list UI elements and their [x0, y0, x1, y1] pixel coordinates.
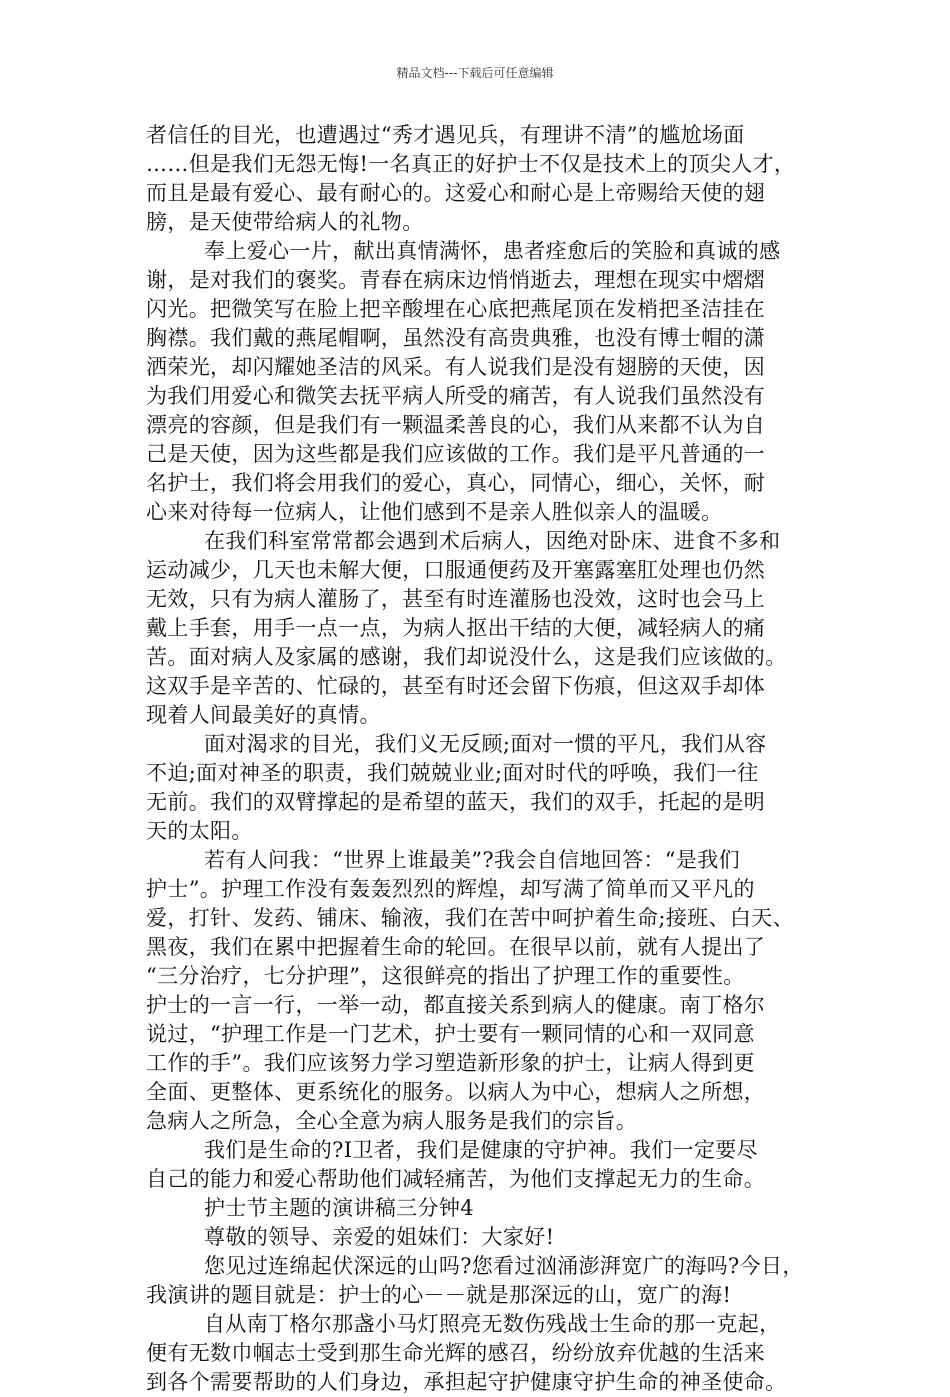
document-body: [146, 121, 814, 1397]
text-line: 急病人之所急，全心全意为病人服务是我们的宗旨。: [146, 1109, 638, 1133]
text-line: “三分治疗，七分护理”，这很鲜亮的指出了护理工作的重要性。: [146, 964, 745, 988]
text-line: 苦。面对病人及家属的感谢，我们却说没什么，这是我们应该做的。: [146, 645, 787, 669]
text-line: 这双手是辛苦的、忙碌的，甚至有时还会留下伤痕，但这双手却体: [146, 674, 766, 698]
text-line: 谢，是对我们的褒奖。青春在病床边悄悄逝去，理想在现实中熠熠: [146, 268, 766, 292]
page-header: 精品文档---下载后可任意编辑: [396, 66, 554, 80]
text-line: 名护士，我们将会用我们的爱心，真心，同情心，细心，关怀，耐: [146, 471, 766, 495]
paragraph-first-line: 面对渴求的目光，我们义无反顾;面对一惯的平凡，我们从容: [204, 732, 767, 756]
text-line: 爱，打针、发药、铺床、输液，我们在苦中呵护着生命;接班、白天、: [146, 906, 794, 930]
text-line: 己是天使，因为这些都是我们应该做的工作。我们是平凡普通的一: [146, 442, 766, 466]
text-line: 工作的手”。我们应该努力学习塑造新形象的护士，让病人得到更: [146, 1051, 755, 1075]
text-line: 而且是最有爱心、最有耐心的。这爱心和耐心是上帝赐给天使的翅: [146, 181, 766, 205]
text-line: 漂亮的容颜，但是我们有一颗温柔善良的心，我们从来都不认为自: [146, 413, 766, 437]
text-line: 黑夜，我们在累中把握着生命的轮回。在很早以前，就有人提出了: [146, 935, 766, 959]
text-line: 心来对待每一位病人，让他们感到不是亲人胜似亲人的温暖。: [146, 500, 723, 524]
paragraph-first-line: 若有人问我：“世界上谁最美”?我会自信地回答：“是我们: [204, 848, 740, 872]
text-line: 全面、更整体、更系统化的服务。以病人为中心，想病人之所想，: [146, 1080, 766, 1104]
text-line: 者信任的目光，也遭遇过“秀才遇见兵，有理讲不清”的尴尬场面: [146, 123, 745, 147]
text-line: 无效，只有为病人灌肠了，甚至有时连灌肠也没效，这时也会马上: [146, 587, 766, 611]
text-line: 戴上手套，用手一点一点，为病人抠出干结的大便，减轻病人的痛: [146, 616, 766, 640]
text-line: ……但是我们无怨无悔!一名真正的好护士不仅是技术上的顶尖人才，: [146, 152, 796, 176]
paragraph-first-line: 我们是生命的?I卫者，我们是健康的守护神。我们一定要尽: [204, 1138, 759, 1162]
paragraph-first-line: 奉上爱心一片，献出真情满怀，患者痊愈后的笑脸和真诚的感: [204, 239, 781, 263]
paragraph-first-line: 在我们科室常常都会遇到术后病人，因绝对卧床、进食不多和: [204, 529, 781, 553]
text-line: 洒荣光，却闪耀她圣洁的风采。有人说我们是没有翅膀的天使，因: [146, 355, 766, 379]
text-line: 自己的能力和爱心帮助他们减轻痛苦，为他们支撑起无力的生命。: [146, 1167, 766, 1191]
text-line: 运动减少，几天也未解大便，口服通便药及开塞露塞肛处理也仍然: [146, 558, 766, 582]
text-line: 为我们用爱心和微笑去抚平病人所受的痛苦，有人说我们虽然没有: [146, 384, 766, 408]
text-line: 我演讲的题目就是：护士的心－－就是那深远的山，宽广的海!: [146, 1283, 732, 1307]
text-line: 膀，是天使带给病人的礼物。: [146, 210, 424, 234]
text-line: 无前。我们的双臂撑起的是希望的蓝天，我们的双手，托起的是明: [146, 790, 766, 814]
text-line: 现着人间最美好的真情。: [146, 703, 381, 727]
text-line: 胸襟。我们戴的燕尾帽啊，虽然没有高贵典雅，也没有博士帽的潇: [146, 326, 766, 350]
text-line: 护士的一言一行，一举一动，都直接关系到病人的健康。南丁格尔: [146, 993, 766, 1017]
text-line: 闪光。把微笑写在脸上把辛酸埋在心底把燕尾顶在发梢把圣洁挂在: [146, 297, 766, 321]
text-line: 说过，“护理工作是一门艺术，护士要有一颗同情的心和一双同意: [146, 1022, 755, 1046]
text-line: 到各个需要帮助的人们身边，承担起守护健康守护生命的神圣使命。: [146, 1370, 787, 1394]
text-line: 便有无数巾帼志士受到那生命光辉的感召，纷纷放弃优越的生活来: [146, 1341, 766, 1365]
paragraph-first-line: 您见过连绵起伏深远的山吗?您看过汹涌澎湃宽广的海吗?今日，: [204, 1254, 804, 1278]
text-line: 天的太阳。: [146, 819, 253, 843]
paragraph-first-line: 自从南丁格尔那盏小马灯照亮无数伤残战士生命的那一克起，: [204, 1312, 781, 1336]
text-line: 护士”。护理工作没有轰轰烈烈的辉煌，却写满了简单而又平凡的: [146, 877, 755, 901]
text-line: 不迫;面对神圣的职责，我们兢兢业业;面对时代的呼唤，我们一往: [146, 761, 759, 785]
greeting-line: 尊敬的领导、亲爱的姐妹们：大家好!: [204, 1225, 555, 1249]
section-title: 护士节主题的演讲稿三分钟4: [204, 1196, 474, 1220]
